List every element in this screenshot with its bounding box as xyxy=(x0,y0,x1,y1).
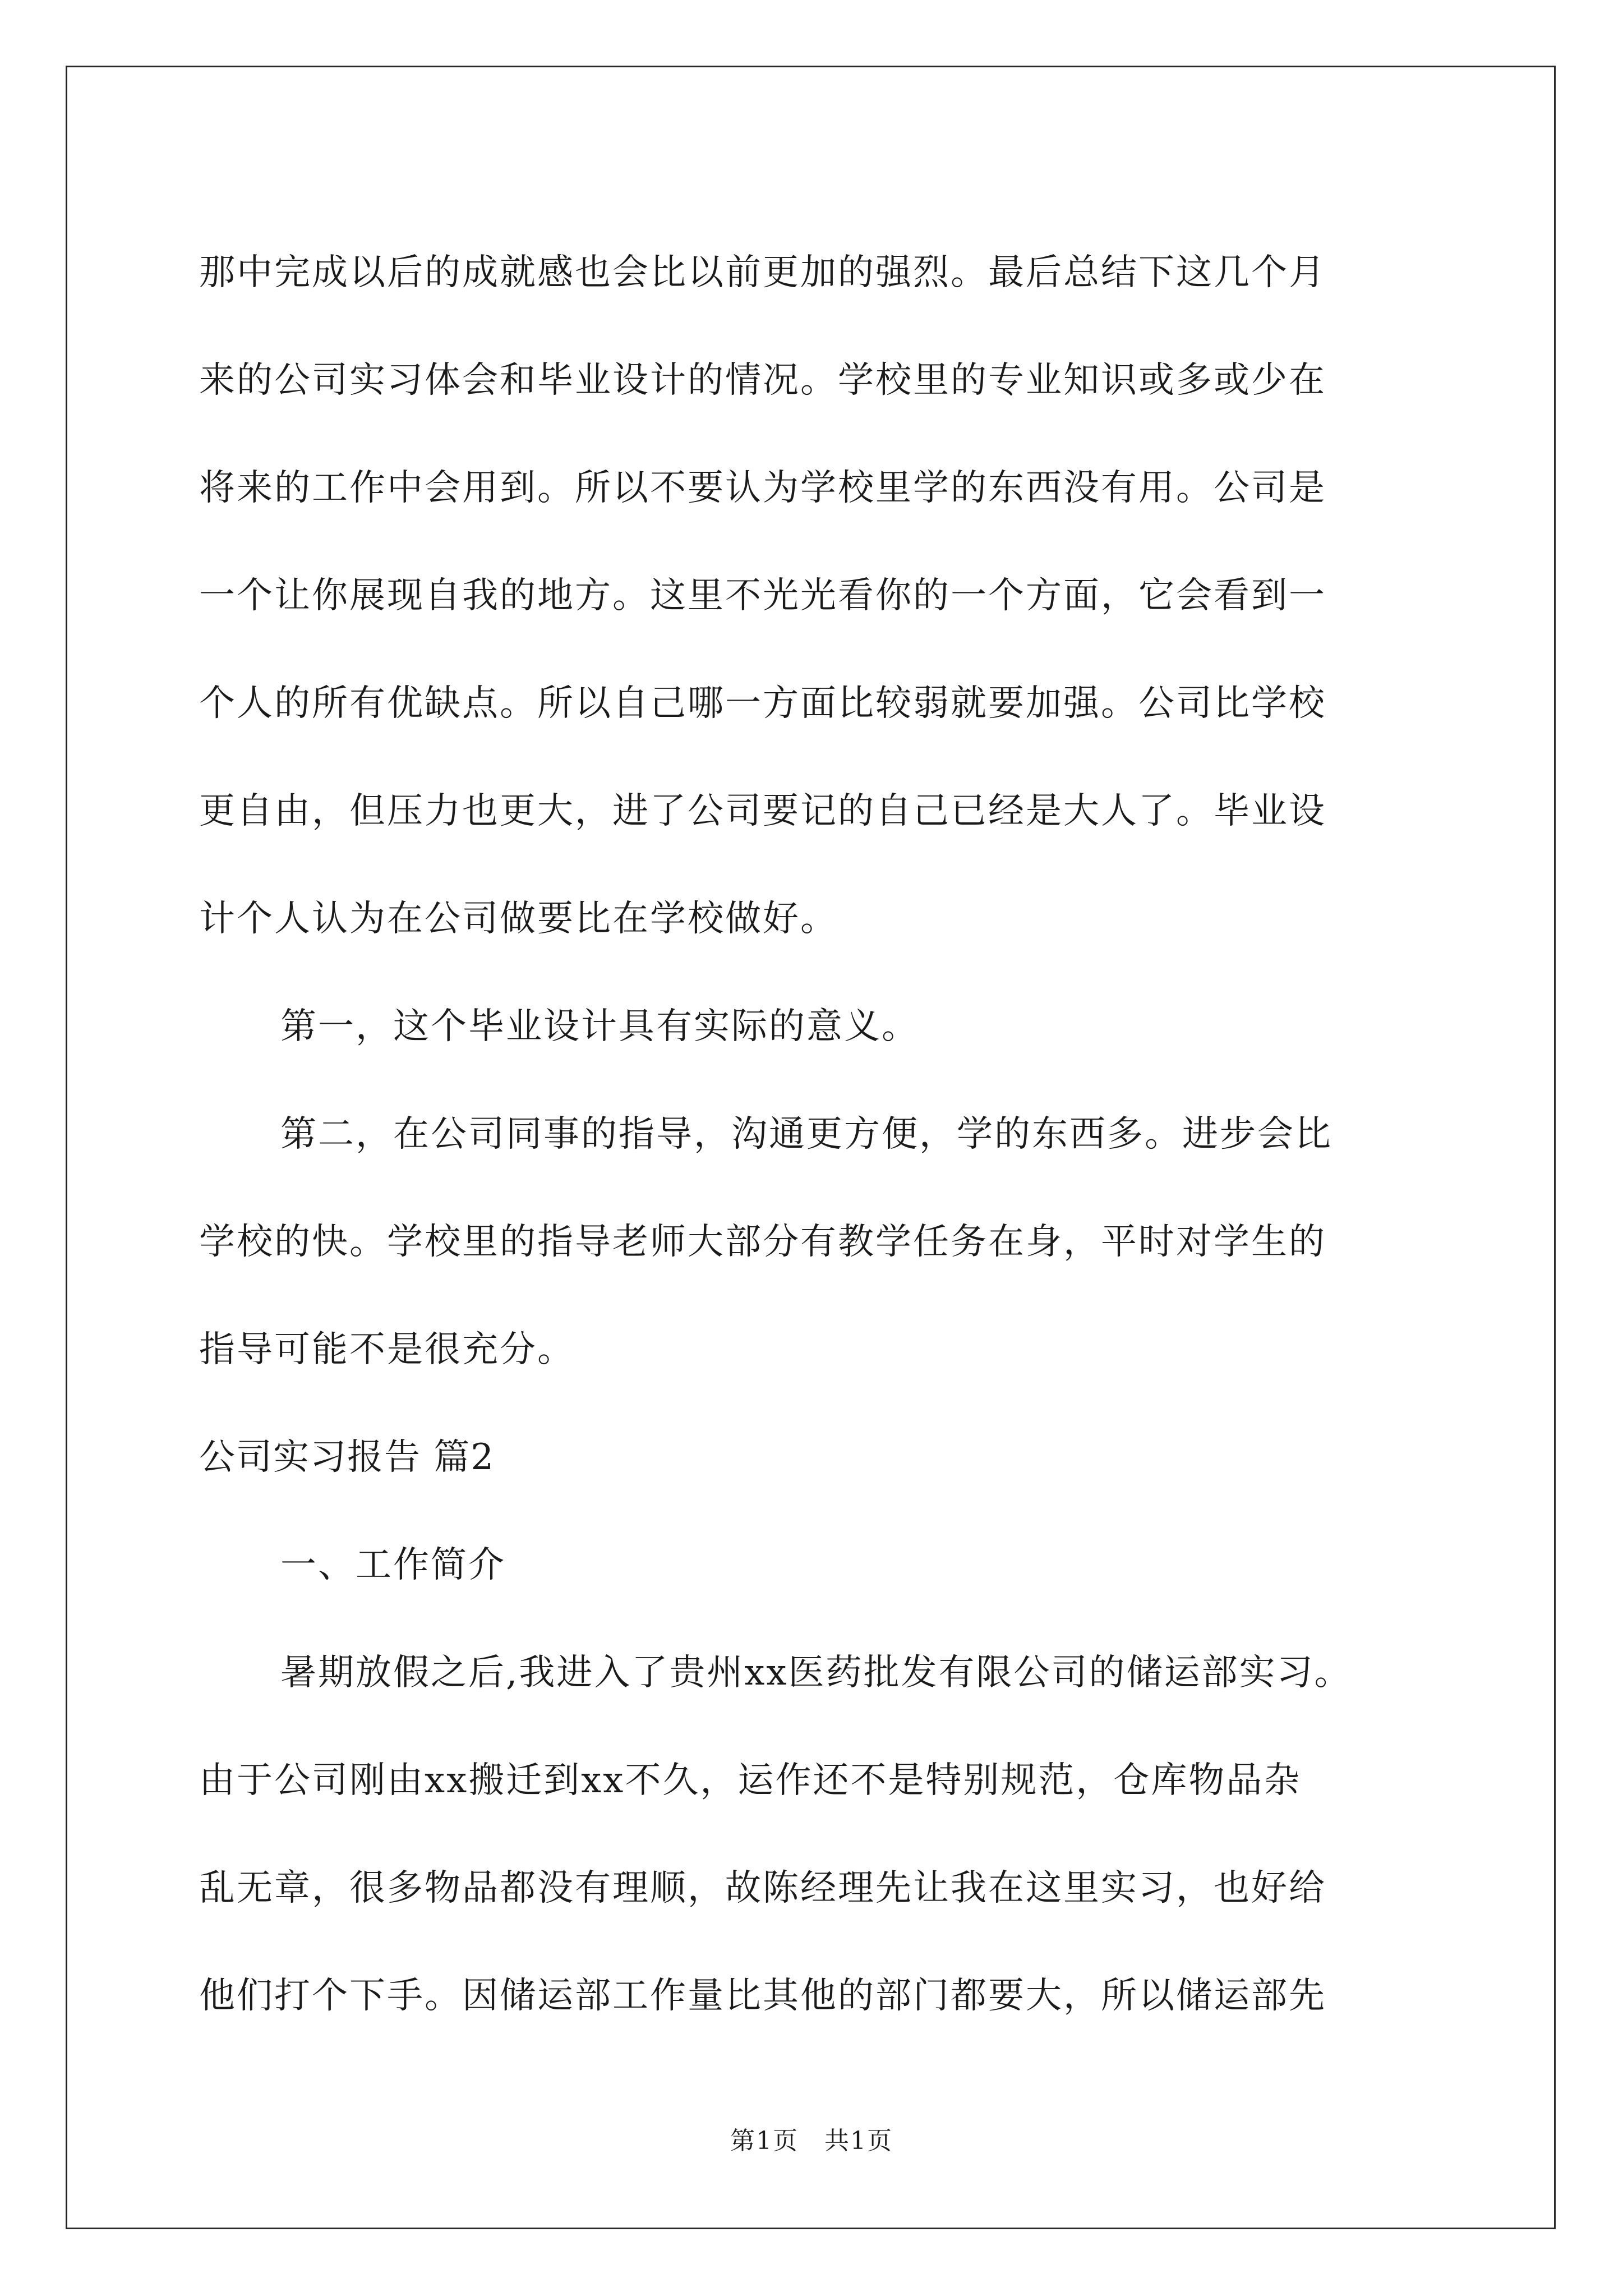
paragraph-line: 第一，这个毕业设计具有实际的意义。 xyxy=(280,1006,919,1047)
paragraph-line: 第二，在公司同事的指导，沟通更方便，学的东西多。进步会比 xyxy=(280,1114,1332,1155)
paragraph-line: 将来的工作中会用到。所以不要认为学校里学的东西没有用。公司是 xyxy=(199,467,1326,509)
paragraph-line: 更自由，但压力也更大，进了公司要记的自己已经是大人了。毕业设 xyxy=(199,790,1326,832)
paragraph-line: 一个让你展现自我的地方。这里不光光看你的一个方面，它会看到一 xyxy=(199,575,1326,616)
subsection-heading: 一、工作简介 xyxy=(280,1544,506,1586)
document-body xyxy=(199,219,1433,2050)
paragraph-line: 指导可能不是很充分。 xyxy=(199,1329,575,1370)
paragraph-line: 个人的所有优缺点。所以自己哪一方面比较弱就要加强。公司比学校 xyxy=(199,683,1326,724)
paragraph-line: 学校的快。学校里的指导老师大部分有教学任务在身，平时对学生的 xyxy=(199,1221,1326,1263)
paragraph-line: 计个人认为在公司做要比在学校做好。 xyxy=(199,898,838,940)
paragraph-line: 由于公司刚由xx搬迁到xx不久，运作还不是特别规范，仓库物品杂 xyxy=(199,1760,1302,1801)
section-heading: 公司实习报告 篇2 xyxy=(199,1437,495,1478)
paragraph-line: 那中完成以后的成就感也会比以前更加的强烈。最后总结下这几个月 xyxy=(199,252,1326,293)
page-footer: 第1页 共1页 xyxy=(730,2127,893,2155)
paragraph-line: 他们打个下手。因储运部工作量比其他的部门都要大，所以储运部先 xyxy=(199,1975,1326,2017)
paragraph-line: 来的公司实习体会和毕业设计的情况。学校里的专业知识或多或少在 xyxy=(199,360,1326,401)
paragraph-line: 暑期放假之后,我进入了贵州xx医药批发有限公司的储运部实习。 xyxy=(280,1652,1352,1694)
paragraph-line: 乱无章，很多物品都没有理顺，故陈经理先让我在这里实习，也好给 xyxy=(199,1867,1326,1909)
